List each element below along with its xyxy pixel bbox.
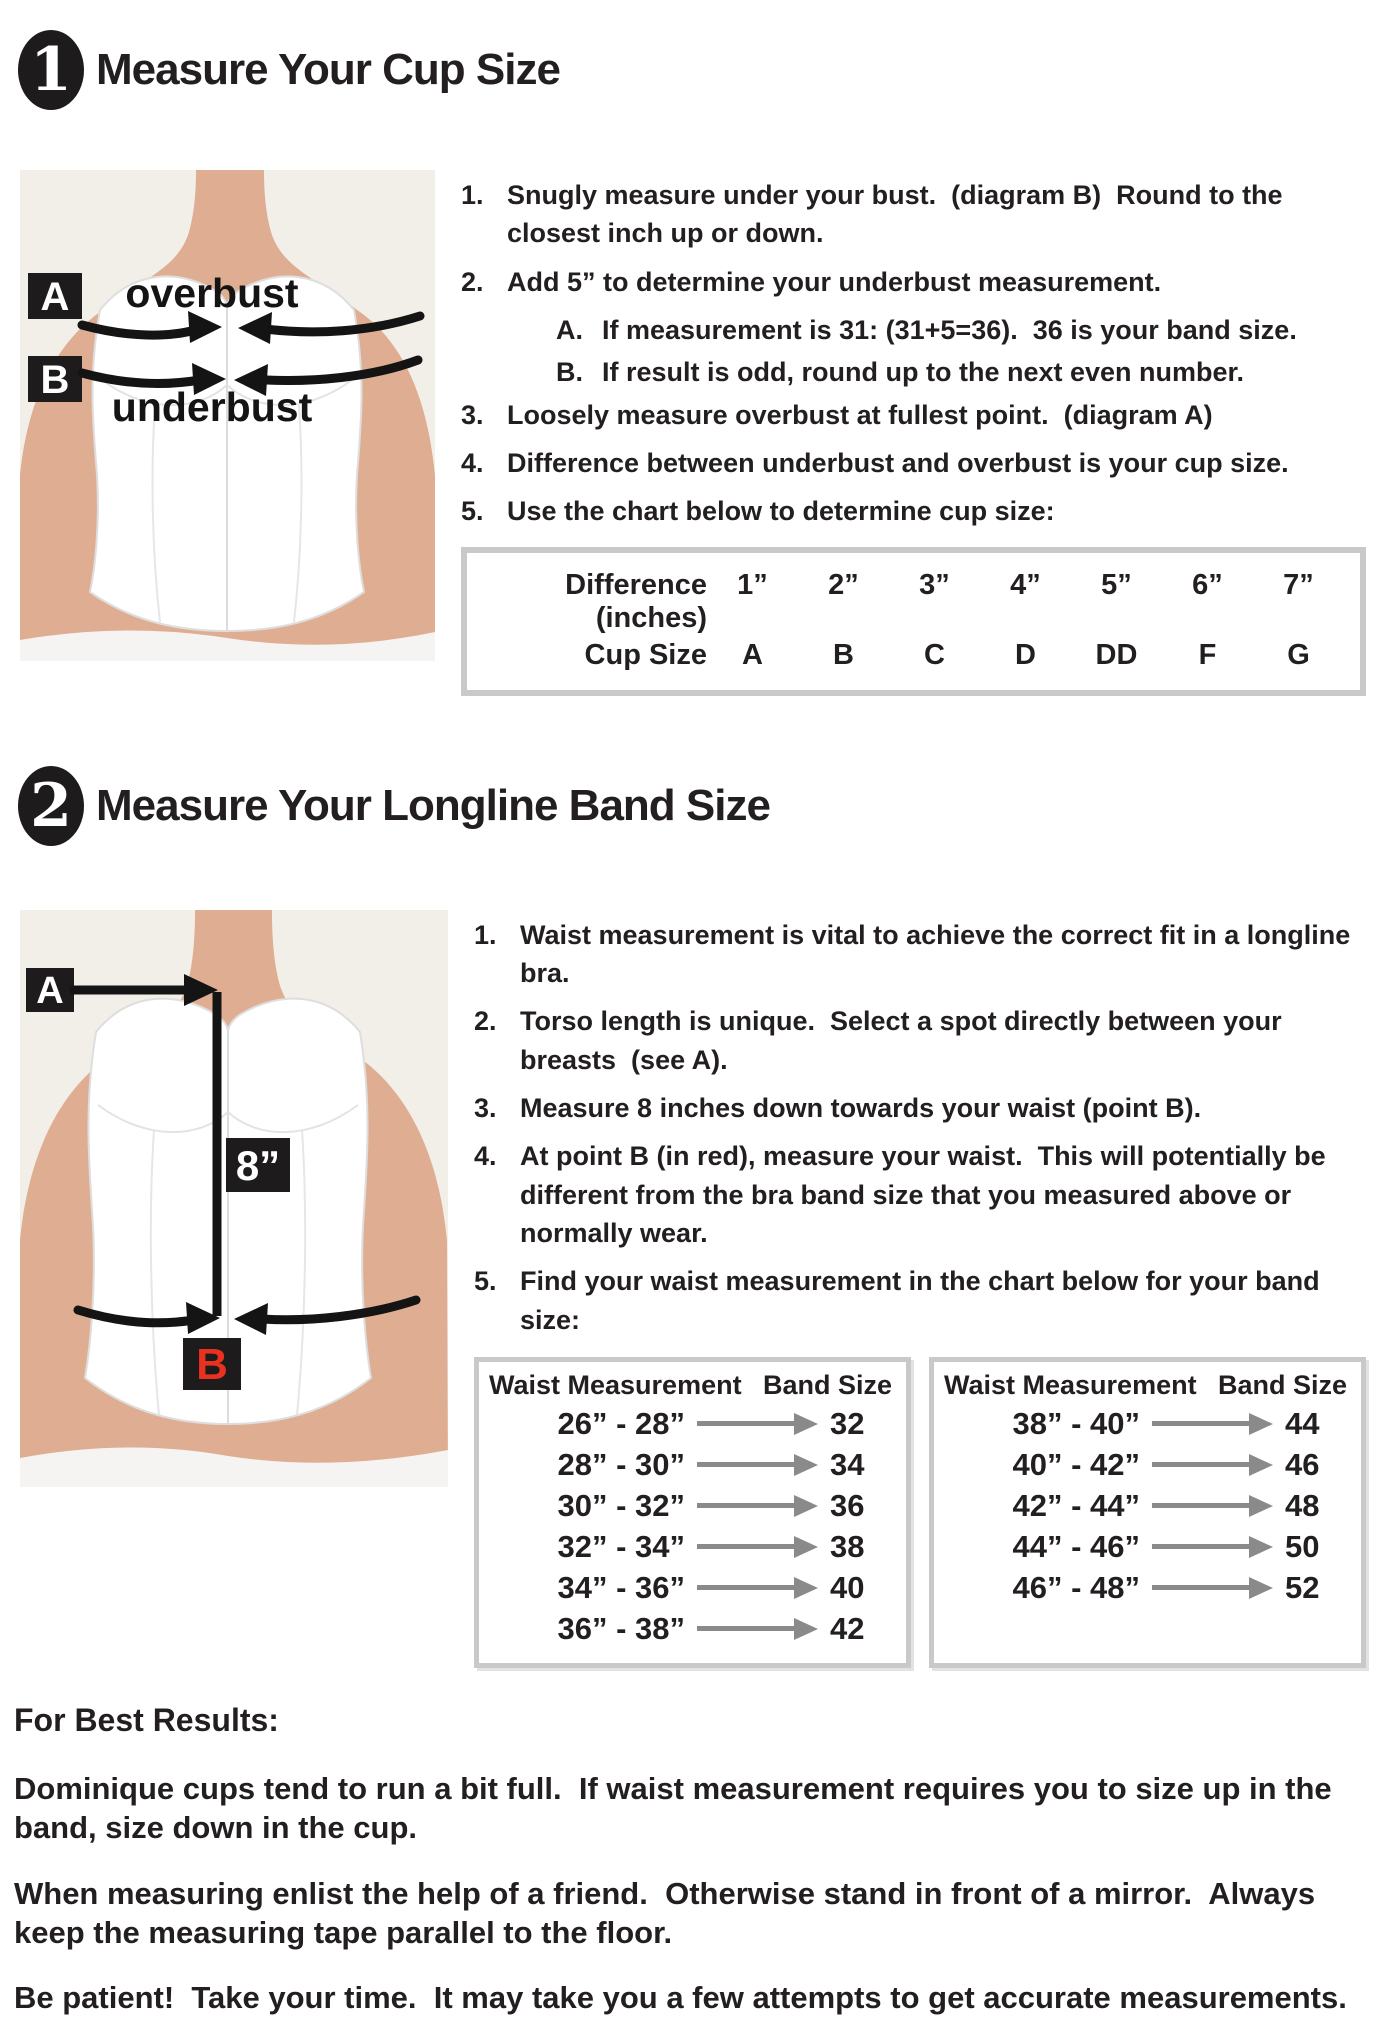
band-size-diagram [20, 910, 448, 1487]
row-header: Cup Size [584, 638, 707, 671]
table-row [477, 569, 1344, 635]
table-row [944, 1447, 1347, 1483]
best-results-section [14, 1702, 1364, 2018]
difference-value: 1” [737, 568, 768, 601]
arrow-right-icon [697, 1577, 818, 1599]
band-size-value: 34 [830, 1446, 865, 1482]
eight-inch-label: 8” [235, 1141, 281, 1189]
waist-range: 32” - 34” [557, 1528, 685, 1564]
step-text: If measurement is 31: (31+5=36). 36 is your band size. [602, 314, 1297, 345]
band-size-tables [474, 1357, 1366, 1668]
arrow-right-icon [1152, 1536, 1273, 1558]
difference-value: 4” [1010, 568, 1041, 601]
list-item [474, 1089, 1366, 1127]
step-text: At point B (in red), measure your waist. This will potentially be different from the bra band size that you measured above or normally wear. [520, 1141, 1334, 1248]
band-size-table-right [929, 1357, 1366, 1668]
step-text: Find your waist measurement in the chart below for your band size: [520, 1266, 1328, 1335]
sizing-guide-page [0, 30, 1380, 2018]
step-number: 2. [461, 266, 484, 297]
section1-instructions [461, 170, 1366, 696]
section2-steps [474, 916, 1366, 1339]
step-text: Use the chart below to determine cup size: [507, 496, 1055, 527]
arrow-right-icon [697, 1618, 818, 1640]
waist-range: 26” - 28” [557, 1405, 685, 1441]
waist-range: 44” - 46” [1012, 1528, 1140, 1564]
band-size-table-left [474, 1357, 911, 1668]
step-text: Loosely measure overbust at fullest point. (diagram A) [507, 399, 1213, 430]
footer-paragraph: Dominique cups tend to run a bit full. If waist measurement requires you to size up in the band, size down in the cup. [14, 1770, 1341, 1846]
list-sub-item [556, 311, 1366, 349]
underbust-label: underbust [111, 384, 313, 430]
section1-header [18, 30, 1380, 110]
section2-title: Measure Your Longline Band Size [96, 780, 770, 830]
cup-size-diagram [20, 170, 435, 661]
difference-value: 5” [1101, 568, 1132, 601]
section2-content [0, 910, 1380, 1668]
step-number: 5. [461, 496, 484, 527]
cup-size-value: B [833, 638, 854, 671]
difference-value: 6” [1192, 568, 1223, 601]
step-number: B. [556, 357, 583, 388]
table-row [477, 639, 1344, 672]
arrow-right-icon [697, 1536, 818, 1558]
column-header-waist: Waist Measurement [489, 1369, 742, 1400]
label-b: B [196, 1339, 228, 1389]
table-row [489, 1570, 892, 1606]
list-item [461, 263, 1366, 301]
step-text: Difference between underbust and overbust is your cup size. [507, 447, 1289, 478]
band-size-value: 40 [830, 1569, 865, 1605]
cup-size-value: C [924, 638, 945, 671]
waist-range: 42” - 44” [1012, 1487, 1140, 1523]
arrow-right-icon [697, 1413, 818, 1435]
band-size-value: 46 [1285, 1446, 1320, 1482]
cup-size-chart [461, 547, 1366, 696]
table-header [489, 1370, 892, 1401]
arrow-right-icon [1152, 1577, 1273, 1599]
table-row [489, 1488, 892, 1524]
table-row [944, 1406, 1347, 1442]
table-row [944, 1488, 1347, 1524]
cup-size-value: G [1287, 638, 1310, 671]
section2-header [18, 766, 1380, 846]
step-number: A. [556, 314, 583, 345]
section2-instructions [474, 910, 1366, 1668]
arrow-right-icon [1152, 1454, 1273, 1476]
footer-paragraph: Be patient! Take your time. It may take you a few attempts to get accurate measurements. [14, 1980, 1347, 2016]
step-number: 3. [474, 1092, 497, 1123]
step-text: Snugly measure under your bust. (diagram B) Round to the closest inch up or down. [507, 180, 1291, 249]
difference-value: 3” [919, 568, 950, 601]
step-number: 3. [461, 399, 484, 430]
step-text: Torso length is unique. Select a spot directly between your breasts (see A). [520, 1006, 1290, 1075]
arrow-right-icon [1152, 1413, 1273, 1435]
label-a: A [40, 275, 70, 319]
step-number: 1. [461, 180, 484, 210]
list-item [474, 1262, 1366, 1339]
band-size-value: 36 [830, 1487, 865, 1523]
step-text: If result is odd, round up to the next even number. [602, 357, 1245, 388]
section1-content [0, 170, 1380, 696]
label-a: A [36, 969, 64, 1012]
column-header-band: Band Size [1217, 1369, 1347, 1400]
label-b: B [40, 358, 70, 402]
difference-value: 2” [828, 568, 859, 601]
waist-range: 34” - 36” [557, 1569, 685, 1605]
list-item [474, 1002, 1366, 1079]
cup-size-value: A [742, 638, 763, 671]
column-header-band: Band Size [762, 1369, 892, 1400]
step-text: Measure 8 inches down towards your waist (point B). [520, 1092, 1202, 1123]
step-number: 4. [474, 1141, 497, 1172]
list-item [474, 1137, 1366, 1252]
step-number: 2. [474, 1006, 497, 1037]
band-size-value: 38 [830, 1528, 865, 1564]
cup-size-value: DD [1095, 638, 1138, 671]
waist-range: 46” - 48” [1012, 1569, 1140, 1605]
band-size-value: 50 [1285, 1528, 1320, 1564]
waist-range: 38” - 40” [1012, 1405, 1140, 1441]
step1-number-badge: 1 [18, 30, 84, 110]
waist-range: 36” - 38” [557, 1610, 685, 1646]
step-text: Waist measurement is vital to achieve the correct fit in a longline bra. [520, 919, 1358, 988]
table-row [489, 1406, 892, 1442]
waist-range: 30” - 32” [557, 1487, 685, 1523]
waist-range: 40” - 42” [1012, 1446, 1140, 1482]
band-size-value: 42 [830, 1610, 865, 1646]
column-header-waist: Waist Measurement [944, 1369, 1197, 1400]
step-text: Add 5” to determine your underbust measurement. [507, 266, 1162, 297]
table-row [489, 1529, 892, 1565]
table-row [944, 1529, 1347, 1565]
band-size-value: 32 [830, 1405, 865, 1441]
table-header [944, 1370, 1347, 1401]
table-row [944, 1570, 1347, 1606]
list-item [461, 396, 1366, 434]
band-size-value: 52 [1285, 1569, 1320, 1605]
band-size-value: 44 [1285, 1405, 1320, 1441]
table-row [489, 1611, 892, 1647]
band-size-value: 48 [1285, 1487, 1320, 1523]
step-number: 5. [474, 1266, 497, 1297]
list-item [461, 444, 1366, 482]
arrow-right-icon [697, 1495, 818, 1517]
section1-steps [461, 176, 1366, 531]
table-row [489, 1447, 892, 1483]
cup-size-value: D [1015, 638, 1036, 671]
list-item [474, 916, 1366, 993]
list-item [461, 492, 1366, 530]
best-results-heading: For Best Results: [14, 1701, 279, 1738]
arrow-right-icon [1152, 1495, 1273, 1517]
list-sub-item [556, 353, 1366, 391]
step2-number-badge: 2 [18, 766, 84, 846]
section1-title: Measure Your Cup Size [96, 45, 560, 94]
footer-paragraph: When measuring enlist the help of a friend. Otherwise stand in front of a mirror. Always keep the measuring tape parallel to the floor. [14, 1875, 1324, 1950]
list-item [461, 176, 1366, 253]
overbust-label: overbust [125, 270, 299, 316]
step-number: 4. [461, 447, 484, 478]
arrow-right-icon [697, 1454, 818, 1476]
row-header: Difference (inches) [565, 568, 707, 634]
cup-size-value: F [1198, 638, 1217, 671]
waist-range: 28” - 30” [557, 1446, 685, 1482]
step-number: 1. [474, 919, 497, 950]
difference-value: 7” [1283, 568, 1314, 601]
